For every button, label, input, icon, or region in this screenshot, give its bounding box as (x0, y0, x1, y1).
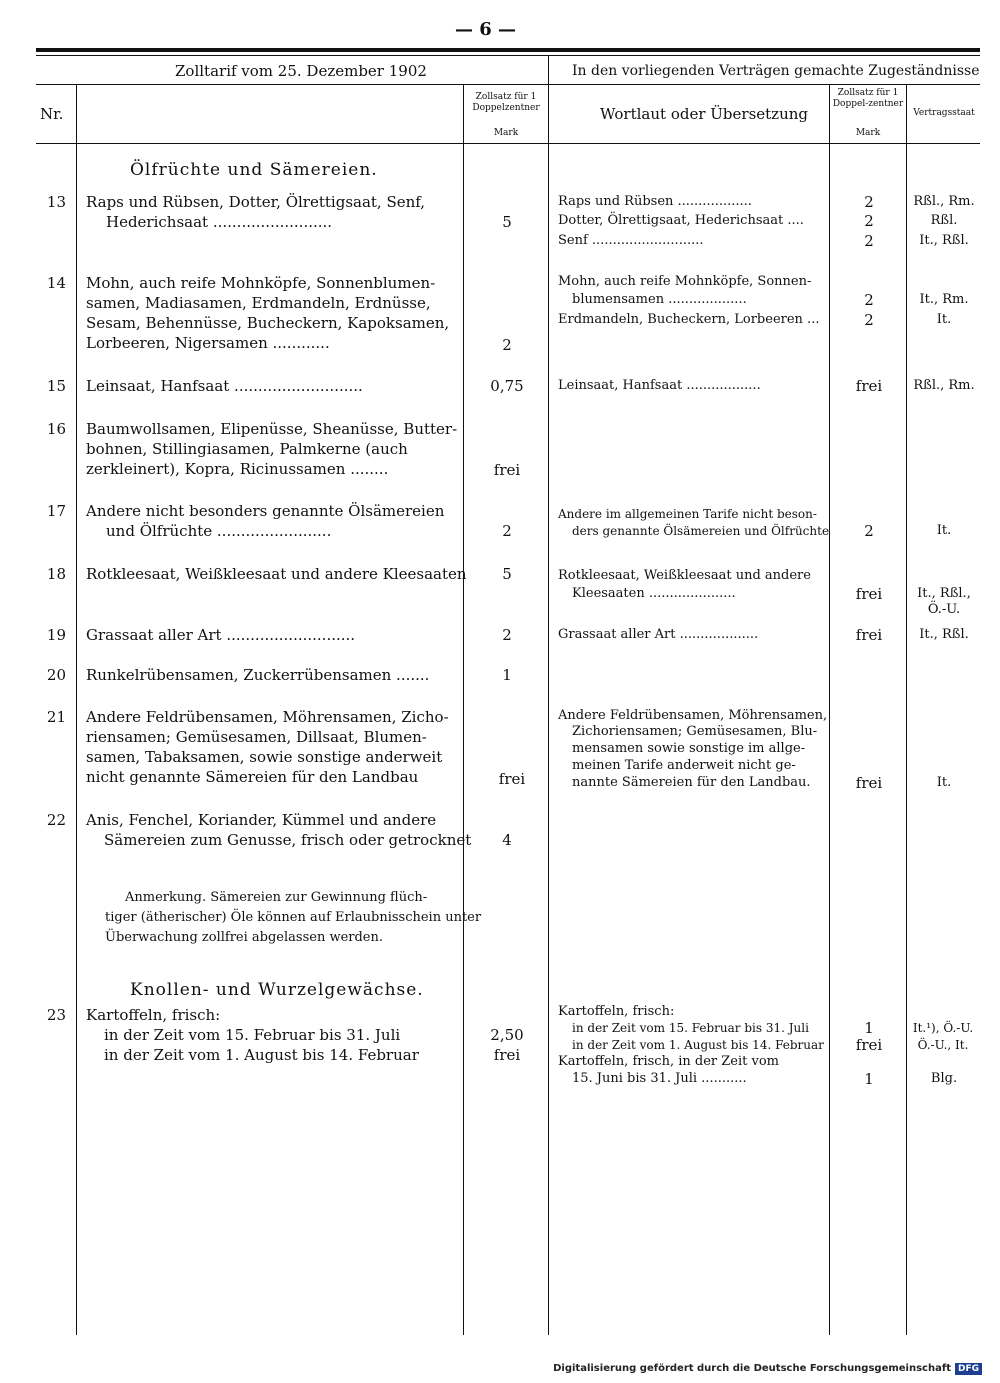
row-line: riensamen; Gemüsesamen, Dillsaat, Blumen- (86, 728, 427, 746)
row-line: Mohn, auch reife Mohnköpfe, Sonnenblumen- (86, 274, 436, 292)
conc-rate: frei (855, 377, 883, 395)
row-line: Raps und Rübsen, Dotter, Ölrettigsaat, Senf, (86, 193, 426, 211)
header-subrule-right (549, 84, 980, 85)
row-text (86, 192, 425, 232)
conc-text: Leinsaat, Hanfsaat .................. (558, 378, 761, 393)
row-number: 23 (46, 1006, 66, 1024)
conc-text: Andere im allgemeinen Tarife nicht beson- (558, 507, 817, 521)
row-line: Rotkleesaat, Weißkleesaat und andere Kleesaaten (86, 565, 467, 583)
row-rate: frei (498, 770, 526, 788)
header-subrule-left (36, 84, 548, 85)
conc-rate: 2 (864, 311, 874, 329)
header-right-title: In den vorliegenden Verträgen gemachte Zugeständnisse (572, 63, 980, 79)
conc-state: It., Rm. (919, 292, 969, 307)
note-line: Überwachung zollfrei abgelassen werden. (105, 930, 384, 945)
row-rate: 2 (502, 626, 512, 644)
conc-text: Senf ........................... (558, 233, 704, 248)
row-number: 18 (46, 565, 66, 583)
row-line: und Ölfrüchte ........................ (106, 522, 332, 540)
conc-text: blumensamen ................... (572, 292, 747, 307)
conc-text: Raps und Rübsen .................. (558, 194, 752, 209)
row-number: 17 (46, 502, 66, 520)
header-wording: Wortlaut oder Übersetzung (600, 105, 808, 123)
conc-text: Erdmandeln, Bucheckern, Lorbeeren ... (558, 312, 820, 327)
section-heading-oil: Ölfrüchte und Sämereien. (130, 160, 378, 180)
row-line: zerkleinert), Kopra, Ricinussamen ........ (86, 460, 389, 478)
row-line: Lorbeeren, Nigersamen ............ (86, 334, 330, 352)
row-line: Hederichsaat ......................... (106, 213, 333, 231)
row-rate: 2 (502, 336, 512, 354)
row-number: 19 (46, 626, 66, 644)
conc-text: nannte Sämereien für den Landbau. (572, 775, 811, 790)
conc-text: Zichoriensamen; Gemüsesamen, Blu- (572, 724, 818, 739)
conc-rate: 1 (864, 1019, 874, 1037)
footer-text: Digitalisierung gefördert durch die Deutsche Forschungsgemeinschaft (553, 1363, 951, 1374)
header-state: Vertragsstaat (913, 108, 975, 118)
conc-rate: 1 (864, 1070, 874, 1088)
col-line-conc-rate (829, 85, 830, 1335)
header-nr: Nr. (40, 105, 64, 123)
row-rate: 4 (502, 831, 512, 849)
row-line: Anis, Fenchel, Koriander, Kümmel und andere (86, 811, 437, 829)
conc-state: It. (936, 523, 952, 538)
note-line: tiger (ätherischer) Öle können auf Erlaubnisschein unter (105, 910, 482, 925)
conc-state: Ö.-U., It. (917, 1038, 969, 1052)
row-line: Sesam, Behennüsse, Bucheckern, Kapoksamen, (86, 314, 450, 332)
header-bottom-rule (36, 143, 980, 144)
conc-state: Blg. (930, 1071, 958, 1086)
conc-text: Kartoffeln, frisch: (558, 1004, 675, 1019)
conc-rate: frei (855, 626, 883, 644)
conc-state: It., Rßl. (919, 233, 969, 248)
conc-rate: 2 (864, 522, 874, 540)
top-rule-thin (36, 55, 980, 56)
conc-text: Grassaat aller Art ................... (558, 627, 759, 642)
dfg-logo: DFG (955, 1363, 982, 1375)
conc-state: Rßl., Rm. (913, 194, 975, 209)
row-line: Andere nicht besonders genannte Ölsämereien (86, 502, 445, 520)
conc-text: in der Zeit vom 1. August bis 14. Februar (572, 1038, 824, 1052)
conc-text: ders genannte Ölsämereien und Ölfrüchte (572, 524, 830, 538)
conc-rate: 2 (864, 193, 874, 211)
page-number: — 6 — (455, 19, 517, 40)
conc-text: Dotter, Ölrettigsaat, Hederichsaat .... (558, 213, 804, 228)
row-number: 14 (46, 274, 66, 292)
conc-rate: frei (855, 1036, 883, 1054)
row-number: 21 (46, 708, 66, 726)
header-conc-rate: Zollsatz für 1 Doppel-zentner (832, 88, 904, 109)
conc-rate: frei (855, 585, 883, 603)
row-rate: frei (493, 1046, 521, 1064)
conc-text: Andere Feldrübensamen, Möhrensamen, (558, 708, 828, 723)
conc-text: Kartoffeln, frisch, in der Zeit vom (558, 1054, 779, 1069)
row-line: Andere Feldrübensamen, Möhrensamen, Zicho- (86, 708, 449, 726)
row-rate: 5 (502, 565, 512, 583)
row-number: 20 (46, 666, 66, 684)
row-line: Baumwollsamen, Elipenüsse, Sheanüsse, Butter- (86, 420, 458, 438)
row-line: Runkelrübensamen, Zuckerrübensamen ....... (86, 666, 430, 684)
conc-rate: 2 (864, 212, 874, 230)
row-text (86, 419, 457, 479)
col-line-split (548, 56, 549, 1335)
conc-rate: frei (855, 774, 883, 792)
row-text (86, 273, 449, 353)
row-rate: 1 (502, 666, 512, 684)
header-rate: Zollsatz für 1 Doppelzentner (472, 92, 540, 113)
conc-text: mensamen sowie sonstige im allge- (572, 741, 806, 756)
header-conc-unit: Mark (855, 128, 881, 138)
conc-state: Ö.-U. (927, 602, 961, 617)
conc-state: Rßl. (930, 213, 958, 228)
row-rate: 2,50 (490, 1026, 524, 1044)
row-rate: frei (493, 461, 521, 479)
col-line-state (906, 85, 907, 1335)
footer-credit (553, 1363, 982, 1375)
conc-state: It. (936, 775, 952, 790)
row-number: 16 (46, 420, 66, 438)
conc-text: in der Zeit vom 15. Februar bis 31. Juli (572, 1021, 809, 1035)
row-rate: 0,75 (490, 377, 524, 395)
row-number: 22 (46, 811, 66, 829)
top-rule-thick (36, 48, 980, 52)
row-text (86, 1005, 419, 1065)
conc-rate: 2 (864, 291, 874, 309)
conc-state: It., Rßl. (919, 627, 969, 642)
col-line-nr (76, 85, 77, 1335)
col-line-rate (463, 85, 464, 1335)
row-text (86, 810, 471, 850)
row-line: nicht genannte Sämereien für den Landbau (86, 768, 419, 786)
conc-state: Rßl., Rm. (913, 378, 975, 393)
row-line: samen, Tabaksamen, sowie sonstige anderweit (86, 748, 443, 766)
conc-state: It. (936, 312, 952, 327)
conc-state: It., Rßl., (917, 586, 971, 601)
header-rate-unit: Mark (493, 128, 519, 138)
conc-text: meinen Tarife anderweit nicht ge- (572, 758, 796, 773)
row-rate: 2 (502, 522, 512, 540)
row-line: Kartoffeln, frisch: (86, 1006, 221, 1024)
row-line: Sämereien zum Genusse, frisch oder getrocknet (104, 831, 472, 849)
note-line: Anmerkung. Sämereien zur Gewinnung flüch- (125, 890, 428, 905)
conc-text: Rotkleesaat, Weißkleesaat und andere (558, 568, 811, 583)
conc-state: It.¹), Ö.-U. (912, 1021, 974, 1035)
row-line: Leinsaat, Hanfsaat ........................... (86, 377, 363, 395)
row-rate: 5 (502, 213, 512, 231)
header-left-title: Zolltarif vom 25. Dezember 1902 (175, 62, 427, 80)
row-number: 13 (46, 193, 66, 211)
row-line: in der Zeit vom 1. August bis 14. Februar (104, 1046, 419, 1064)
conc-text: 15. Juni bis 31. Juli ........... (572, 1071, 747, 1086)
row-text (86, 501, 444, 541)
conc-text: Kleesaaten ..................... (572, 586, 736, 601)
conc-rate: 2 (864, 232, 874, 250)
conc-text: Mohn, auch reife Mohnköpfe, Sonnen- (558, 274, 812, 289)
row-line: samen, Madiasamen, Erdmandeln, Erdnüsse, (86, 294, 431, 312)
remark-note (105, 888, 481, 948)
row-line: bohnen, Stillingiasamen, Palmkerne (auch (86, 440, 408, 458)
section-heading-tubers: Knollen- und Wurzelgewächse. (130, 980, 424, 1000)
row-text (86, 707, 449, 787)
row-number: 15 (46, 377, 66, 395)
row-line: Grassaat aller Art ........................... (86, 626, 356, 644)
row-line: in der Zeit vom 15. Februar bis 31. Juli (104, 1026, 401, 1044)
